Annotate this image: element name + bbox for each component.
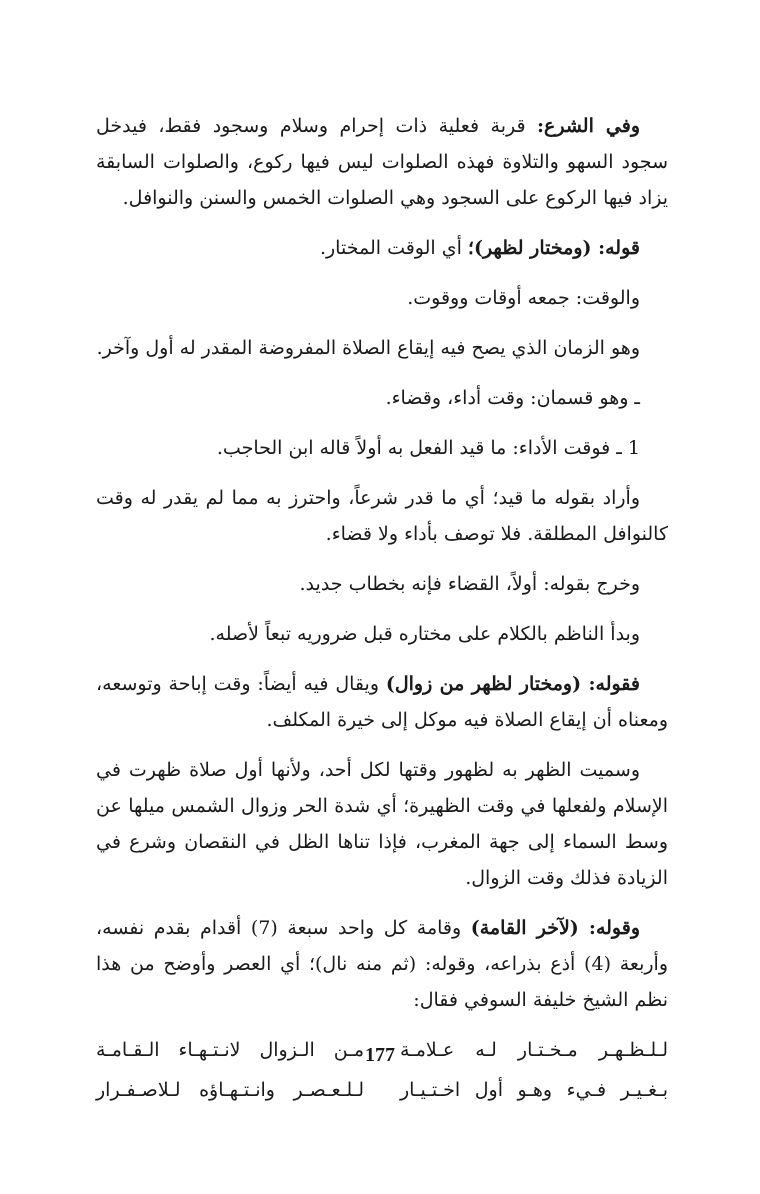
paragraph-body: قربة فعلية ذات إحرام وسلام وسجود فقط، فيدخل سجود السهو والتلاوة فهذه الصلوات ليس فيها ركوع، والصلوات السابقة يزاد فيها الركوع على السجود وهي الصلوات الخمس والسنن والنوافل. <box>96 115 668 209</box>
paragraph-lead: وفي الشرع: <box>537 115 641 137</box>
verse-second-hemistich: لـلـعـصـر وانـتـهـاؤه لـلاصـفـرار <box>96 1079 364 1101</box>
paragraph-body: وهو الزمان الذي يصح فيه إيقاع الصلاة المفروضة المقدر له أول وآخر. <box>96 337 640 359</box>
verse-first-hemistich: لـلـظـهـر مـخـتـار لـه عـلامـة <box>400 1039 668 1061</box>
paragraph-body: ويقال فيه أيضاً: وقت إباحة وتوسعه، ومعناه أن إيقاع الصلاة فيه موكل إلى خيرة المكلف. <box>96 673 668 731</box>
paragraph-zuhr-mukhtar <box>96 666 668 738</box>
paragraph-body: ـ وهو قسمان: وقت أداء، وقضاء. <box>385 387 640 409</box>
paragraph-waqt-definition <box>96 330 668 366</box>
main-text <box>96 108 668 1112</box>
paragraph-lead: فقوله: (ومختار لظهر من زوال) <box>385 673 640 695</box>
paragraph-zuhr-naming <box>96 752 668 896</box>
paragraph-qawluhu-mukhtar <box>96 230 668 266</box>
paragraph-body: أي الوقت المختار. <box>319 237 468 259</box>
paragraph-lead: قوله: (ومختار لظهر)؛ <box>467 237 640 259</box>
paragraph-body: وخرج بقوله: أولاً، القضاء فإنه بخطاب جديد. <box>299 573 640 595</box>
paragraph-body: والوقت: جمعه أوقات ووقوت. <box>407 287 640 309</box>
paragraph-lead: وقوله: (لآخر القامة) <box>470 917 640 939</box>
verse-first-hemistich: بـغـيـر فـيء وهـو أول اخـتـيـار <box>400 1079 668 1101</box>
page-number: 177 <box>365 1044 395 1066</box>
paragraph-body: وسميت الظهر به لظهور وقتها لكل أحد، ولأنها أول صلاة ظهرت في الإسلام ولفعلها في وقت الظهيرة؛ أي شدة الحر وزوال الشمس ميلها عن وسط السماء إلى جهة المغرب، فإذا تناها الظل في النقصان وشرع في الزيادة فذلك وقت الزوال. <box>96 759 668 889</box>
verse-second-hemistich: مـن الـزوال لانـتـهـاء الـقـامـة <box>96 1039 364 1061</box>
paragraph-two-types <box>96 380 668 416</box>
paragraph-body: 1 ـ فوقت الأداء: ما قيد الفعل به أولاً قاله ابن الحاجب. <box>216 437 640 459</box>
paragraph-qama <box>96 910 668 1018</box>
paragraph-qayyada-explanation <box>96 480 668 552</box>
paragraph-waqt-plural <box>96 280 668 316</box>
paragraph-ada-definition <box>96 430 668 466</box>
paragraph-nazim-order <box>96 616 668 652</box>
paragraph-shar-definition <box>96 108 668 216</box>
paragraph-qada-exclusion <box>96 566 668 602</box>
paragraph-body: وقامة كل واحد سبعة (7) أقدام بقدم نفسه، وأربعة (4) أذع بذراعه، وقوله: (ثم منه نال)؛ أي العصر وأوضح من هذا نظم الشيخ خليفة السوفي فقال: <box>96 917 668 1011</box>
paragraph-body: وبدأ الناظم بالكلام على مختاره قبل ضروريه تبعاً لأصله. <box>209 623 640 645</box>
poem-verse <box>96 1072 668 1108</box>
paragraph-body: وأراد بقوله ما قيد؛ أي ما قدر شرعاً، واحترز به مما لم يقدر له وقت كالنوافل المطلقة. فلا توصف بأداء ولا قضاء. <box>96 487 668 545</box>
